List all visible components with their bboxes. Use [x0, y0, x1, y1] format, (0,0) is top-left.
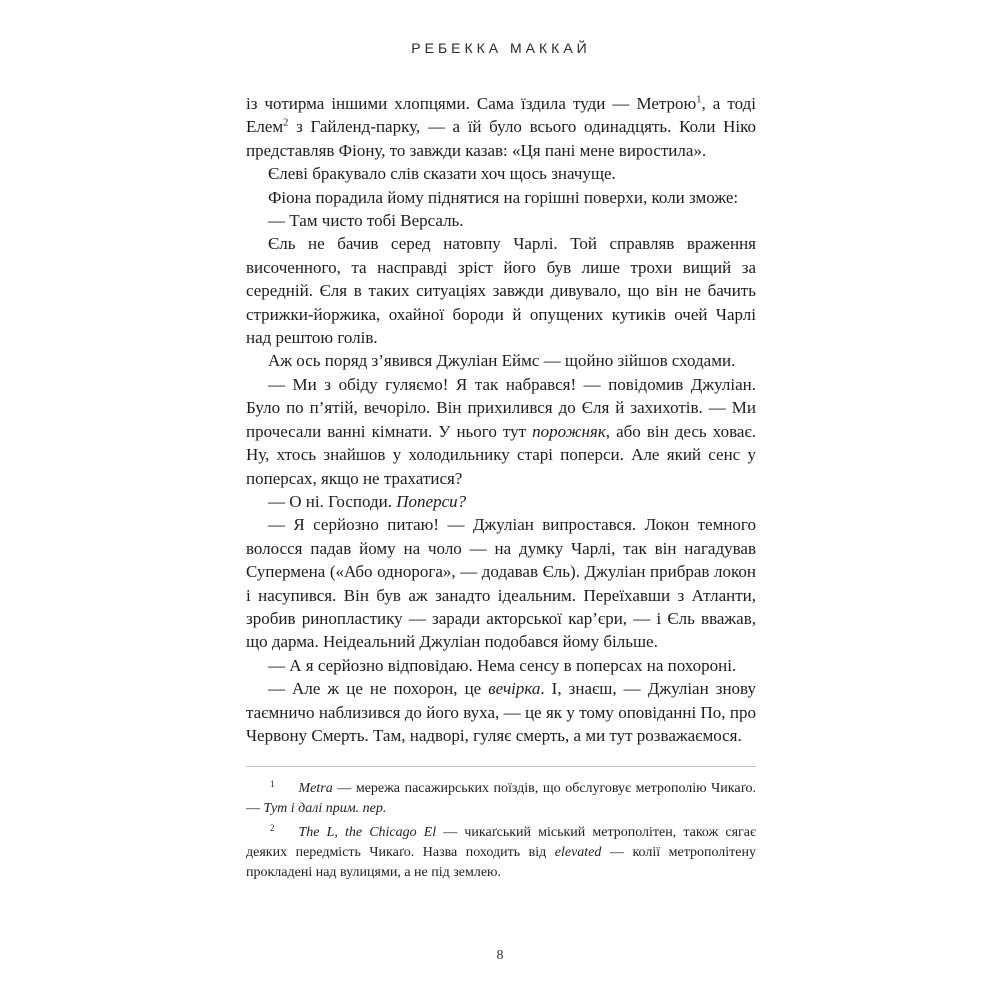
- paragraph: [246, 513, 756, 653]
- footnote-ref: 2: [283, 117, 289, 129]
- text-run: із чотирма іншими хлопцями. Сама їздила туди — Метрою: [246, 94, 697, 113]
- text-column: [246, 40, 756, 887]
- paragraph: [246, 162, 756, 185]
- italic-text: порожняк: [532, 421, 606, 441]
- text-run: — Ми з обіду гуляємо! Я так набрався! — повідомив Джуліан. Було по п’ятій, вечоріло. Він прихилився до Єля й захихотів. — Ми прочесали ванні кімнати. У нього тут: [246, 374, 756, 441]
- paragraph: [246, 232, 756, 349]
- footnote-marker: 2: [270, 822, 275, 833]
- page-number: 8: [496, 948, 504, 963]
- text-run: — О ні. Господи.: [268, 491, 397, 511]
- italic-text: elevated: [554, 845, 602, 861]
- text-run: Аж ось поряд з’явився Джуліан Еймс — щойно зійшов сходами.: [268, 351, 736, 371]
- paragraph: [246, 209, 756, 232]
- paragraph: [246, 349, 756, 372]
- text-run: Фіона порадила йому піднятися на горішні поверхи, коли зможе:: [268, 187, 739, 207]
- text-run: з Гайленд-парку, — а їй було всього одинадцять. Коли Ніко представляв Фіону, то завжди казав: «Ця пані мене виростила».: [246, 117, 756, 160]
- italic-text: Metra: [298, 781, 333, 797]
- paragraph: [246, 654, 756, 677]
- text-run: . І, знаєш, — Джуліан знову таємничо наблизився до його вуха, — це як у тому оповіданні По, про Червону Смерть. Там, надворі, гуляє смерть, а ми тут розважаємося.: [246, 679, 757, 745]
- footnote-marker: 1: [270, 778, 275, 789]
- footnote-ref: 1: [696, 94, 702, 106]
- text-run: — Я серйозно питаю! — Джуліан випростався. Локон темного волосся падав йому на чоло — на думку Чарлі, так він нагадував Супермена («Або однорога», — додавав Єль). Джуліан прибрав локон і насупився. Він був аж занадто ідеальним. Переїхавши з Атланти, зробив ринопластику — заради акторської кар’єри, — і Єль вважав, що дарма. Неідеальний Джуліан подобався йому більше.: [246, 515, 756, 652]
- italic-text: The L, the Chicago El: [298, 825, 437, 841]
- paragraph: [246, 186, 756, 209]
- italic-text: Поперси?: [396, 491, 467, 511]
- paragraph: [246, 677, 756, 747]
- paragraph: [246, 490, 756, 513]
- footnote: [246, 823, 756, 883]
- text-run: — А я серйозно відповідаю. Нема сенсу в поперсах на похороні.: [268, 655, 737, 675]
- text-run: — чикаґський міський метрополітен, також сягає деяких передмість Чикаґо. Назва походить від: [246, 825, 756, 861]
- footnote: [246, 779, 756, 819]
- text-run: Єль не бачив серед натовпу Чарлі. Той справляв враження височенного, та насправді зріст його був лише трохи вищий за середній. Єля в таких ситуаціях завжди дивувало, що він не бачить стрижки-йоржика, охайної бороди й опущених кутиків очей Чарлі над рештою голів.: [246, 234, 756, 348]
- paragraph: [246, 373, 756, 490]
- text-run: , або він десь ховає. Ну, хтось знайшов у холодильнику старі поперси. Але який сенс у поперсах, якщо не трахатися?: [246, 421, 756, 488]
- text-run: — мережа пасажирських поїздів, що обслуговує метрополію Чикаґо. —: [246, 781, 756, 817]
- text-run: — колії метрополітену прокладені над вулицями, а не під землею.: [246, 845, 757, 881]
- page-body-text: [246, 92, 756, 747]
- text-run: , а тоді Елем: [246, 94, 756, 137]
- text-run: Єлеві бракувало слів сказати хоч щось значуще.: [268, 164, 616, 184]
- text-run: — Але ж це не похорон, це: [268, 679, 489, 699]
- running-header: РЕБЕККА МАККАЙ: [411, 40, 591, 56]
- text-run: — Там чисто тобі Версаль.: [268, 211, 464, 231]
- paragraph: [246, 92, 756, 162]
- footnotes-block: [246, 767, 756, 883]
- italic-text: Тут і далі прим. пер.: [263, 801, 387, 817]
- italic-text: вечірка: [488, 679, 541, 699]
